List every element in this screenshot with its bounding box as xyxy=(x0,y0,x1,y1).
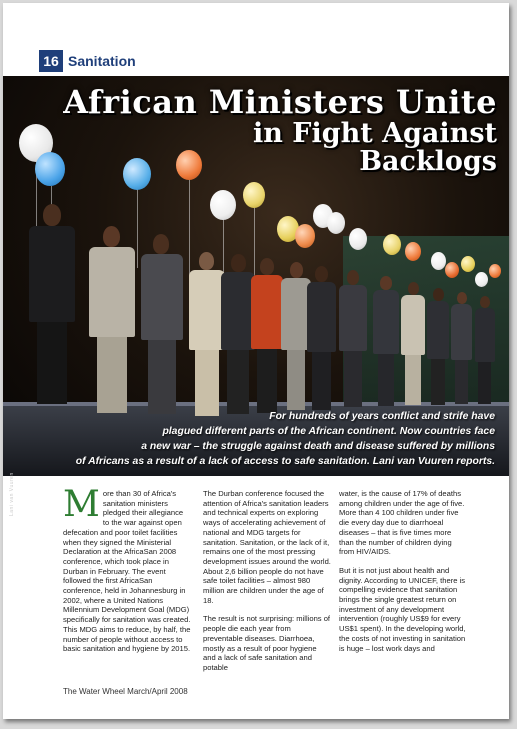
paragraph: But it is not just about health and dignity. According to UNICEF, there is compelling evidence that sanitation brings the single greatest return on investment of any development intervention (roughly US$9 for every US$1 spent). In the developing world, the costs of not investing in sanitation is huge – lost work days and xyxy=(339,565,466,653)
magazine-page xyxy=(3,3,509,719)
photo-credit: Lani van Vuuren xyxy=(9,472,15,516)
section-header xyxy=(39,50,136,72)
balloon xyxy=(475,272,488,287)
balloon xyxy=(405,242,421,261)
balloon xyxy=(431,252,446,270)
balloon xyxy=(327,212,345,234)
deck-line-1: For hundreds of years conflict and strife have xyxy=(269,411,495,422)
deck-line-2: plagued different parts of the African continent. Now countries face xyxy=(162,426,495,437)
page-number-badge: 16 xyxy=(39,50,63,72)
article-column-2 xyxy=(203,489,331,682)
balloon xyxy=(461,256,475,272)
article-column-1 xyxy=(63,484,191,663)
balloon xyxy=(295,224,315,248)
balloon-string xyxy=(189,176,190,286)
balloon-string xyxy=(137,188,138,268)
article-column-3 xyxy=(339,489,467,662)
balloon xyxy=(243,182,265,208)
deck-line-4: of Africans as a result of a lack of access to safe sanitation. Lani van Vuuren reports. xyxy=(75,456,495,467)
page-footer: The Water Wheel March/April 2008 xyxy=(63,687,188,696)
headline-line-1: African Ministers Unite xyxy=(63,83,497,121)
section-title: Sanitation xyxy=(68,53,136,69)
balloon xyxy=(445,262,459,278)
balloon xyxy=(35,152,65,186)
deck-line-3: a new war – the struggle against death and disease suffered by millions xyxy=(141,441,495,452)
balloon xyxy=(489,264,501,278)
paragraph: The result is not surprising: millions of people die each year from preventable diseases. Diarrhoea, mostly as a result of poor hygiene and a lack of safe sanitation and potable xyxy=(203,614,331,672)
paragraph: water, is the cause of 17% of deaths among children under the age of five. More than 4 100 children under five die every day due to diarrhoeal diseases – that is five times more than the number of children dying from HIV/AIDS. xyxy=(339,489,465,557)
drop-cap: M xyxy=(63,484,100,525)
feature-photo xyxy=(3,76,509,516)
headline-line-2: in Fight Against xyxy=(253,117,497,149)
paragraph: The Durban conference focused the attention of Africa's sanitation leaders and technical experts on exploring ways of accelerating achievement of national and MDG targets for sanitation. Sanitation, or the lack of it, remains one of the most pressing development issues around the world. About 2,6 billion people do not have safe toilet facilities – almost 980 million are children under the age of 18. xyxy=(203,489,331,605)
balloon xyxy=(383,234,401,255)
article-headline xyxy=(63,83,497,177)
article-deck xyxy=(25,409,495,469)
paragraph: ore than 30 of Africa's sanitation ministers pledged their allegiance to the war against open defecation and poor toilet facilities when they signed the Ministerial Declaration at the AfricaSan 2008 conference, which took place in Durban in February. The event followed the first AfricaSan conference, held in Johannesburg in 2002, where a United Nations Millennium Development Goal (MDG) specifically for sanitation was created. This MDG aims to reduce, by half, the number of people without access to basic sanitation and hygiene by 2015. xyxy=(63,489,191,654)
balloon xyxy=(210,190,236,220)
headline-line-3: Backlogs xyxy=(359,145,497,177)
balloon xyxy=(349,228,367,250)
